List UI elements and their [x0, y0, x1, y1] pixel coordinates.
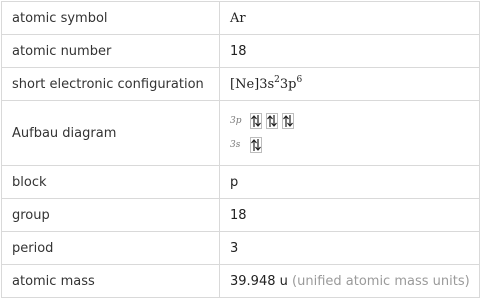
- table-row: [2, 265, 480, 298]
- orbital-row: [230, 137, 479, 153]
- row-label: Aufbau diagram: [2, 101, 220, 166]
- electron-pair-icon: [283, 114, 293, 128]
- spin-down-arrow: [272, 115, 277, 126]
- row-label: block: [2, 166, 220, 199]
- spin-down-arrow: [288, 115, 293, 126]
- electron-pair-icon: [251, 114, 261, 128]
- config-part: 3p: [279, 76, 297, 92]
- atomic-mass-value: [220, 265, 480, 298]
- table-row: [2, 199, 480, 232]
- atomic-number-value: 18: [220, 35, 480, 68]
- table-row: [2, 166, 480, 199]
- spin-up-arrow: [252, 140, 257, 151]
- electron-pair-icon: [251, 138, 261, 152]
- orbital-row: [230, 113, 479, 129]
- orbital-label: 3s: [230, 140, 241, 150]
- spin-up-arrow: [252, 116, 257, 127]
- aufbau-diagram: [220, 101, 480, 166]
- table-row: [2, 101, 480, 166]
- orbital-box: [250, 137, 262, 153]
- orbital-box: [250, 113, 262, 129]
- row-label: period: [2, 232, 220, 265]
- row-label: atomic number: [2, 35, 220, 68]
- row-label: atomic mass: [2, 265, 220, 298]
- config-superscript: 2: [274, 74, 280, 85]
- block-value: p: [220, 166, 480, 199]
- mass-unit-note: (unified atomic mass units): [292, 273, 470, 289]
- electron-pair-icon: [267, 114, 277, 128]
- aufbau-orbitals: [230, 113, 479, 153]
- table-row: [2, 2, 480, 35]
- spin-up-arrow: [268, 116, 273, 127]
- orbital-box: [282, 113, 294, 129]
- config-core: [Ne]3s: [230, 76, 275, 92]
- config-superscript: 6: [296, 74, 303, 85]
- mass-number: 39.948: [230, 273, 276, 289]
- group-value: 18: [220, 199, 480, 232]
- orbital-label: 3p: [230, 116, 242, 126]
- spin-down-arrow: [256, 115, 261, 126]
- electron-configuration-value: [220, 68, 480, 101]
- row-label: short electronic configuration: [2, 68, 220, 101]
- period-value: 3: [220, 232, 480, 265]
- table-row: [2, 68, 480, 101]
- element-properties-table: [1, 1, 480, 298]
- spin-down-arrow: [256, 139, 261, 150]
- spin-up-arrow: [284, 116, 289, 127]
- table-row: [2, 232, 480, 265]
- row-label: atomic symbol: [2, 2, 220, 35]
- table-row: [2, 35, 480, 68]
- row-label: group: [2, 199, 220, 232]
- mass-unit: u: [279, 273, 288, 289]
- atomic-symbol-value: Ar: [220, 2, 480, 35]
- orbital-box: [266, 113, 278, 129]
